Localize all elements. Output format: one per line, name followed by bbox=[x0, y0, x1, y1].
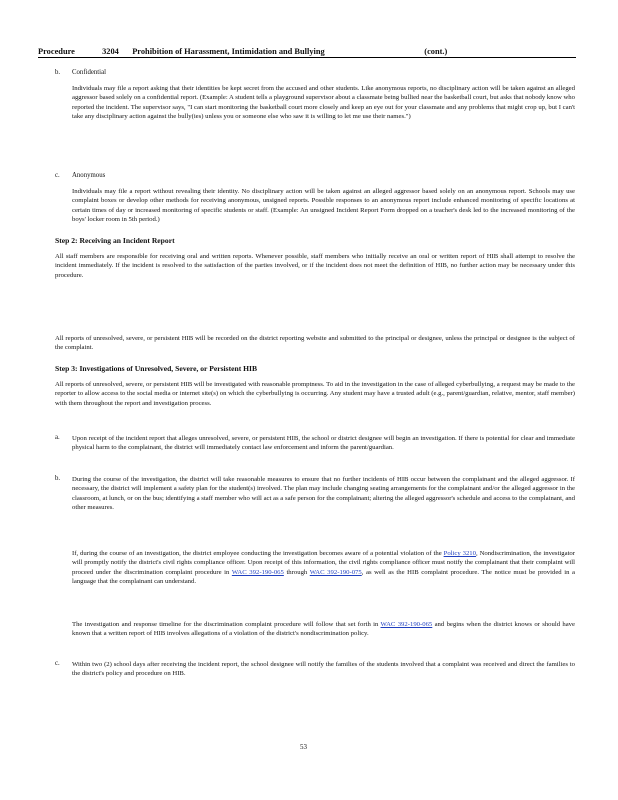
policy-3210-link[interactable]: Policy 3210 bbox=[443, 550, 476, 557]
section-c-title: Anonymous bbox=[72, 172, 106, 179]
step3-a-letter: a. bbox=[55, 434, 60, 441]
header-cont: (cont.) bbox=[424, 47, 448, 56]
step3-heading: Step 3: Investigations of Unresolved, Severe, or Persistent HIB bbox=[55, 364, 258, 373]
procedure-header bbox=[38, 47, 576, 58]
header-procedure-number: 3204 bbox=[102, 47, 119, 56]
step2-paragraph-1: All staff members are responsible for receiving oral and written reports. Whenever possible, staff members who initially receive an oral or written report of HIB shall attempt to resolve the incident immediately. If the incident is resolved to the satisfaction of the parties involved, or if the incident does not meet the definition of HIB, no further action may be necessary under this procedure. bbox=[55, 253, 575, 279]
section-c-letter: c. bbox=[55, 172, 60, 179]
header-procedure-label: Procedure bbox=[38, 47, 75, 56]
civil-rights-text-2: , Nondiscrimination, the investigator will promptly notify the district's civil rights compliance officer. Upon receipt of this information, the civil rights compliance officer must notify the complainant that their complaint will proceed under the discrimination complaint procedure in bbox=[72, 550, 575, 576]
step2-heading: Step 2: Receiving an Incident Report bbox=[55, 236, 175, 245]
step3-c-letter: c. bbox=[55, 660, 60, 667]
page-number: 53 bbox=[300, 743, 307, 751]
step3-b-text: During the course of the investigation, the district will take reasonable measures to ensure that no further incidents of HIB occur between the complainant and the alleged aggressor. If necessary, the district will implement a safety plan for the student(s) involved. The plan may include changing seating arrangements for the complainant and/or the alleged aggressor in the classroom, at lunch, or on the bus; identifying a staff member who will act as a safe person for the complainant; altering the alleged aggressor's schedule and access to the complainant, and other measures. bbox=[72, 476, 575, 512]
section-b-letter: b. bbox=[55, 69, 61, 76]
wac-392-190-065-link[interactable]: WAC 392-190-065 bbox=[231, 568, 284, 576]
section-c-text: Individuals may file a report without revealing their identity. No disciplinary action will be taken against an alleged aggressor based solely on an anonymous report. Schools may use complaint boxes or develop other methods for receiving anonymous, unsigned reports. Possible responses to an anonymous report include enhanced monitoring of specific locations at certain times of day or increased monitoring of specific students or staff. (Example: An unsigned Incident Report Form dropped on a teacher's desk led to the increased monitoring of the boys' locker room in 5th period.) bbox=[72, 188, 575, 224]
step3-c-text: Within two (2) school days after receiving the incident report, the school designee will notify the families of the students involved that a complaint was received and direct the families to the district's policy and procedure on HIB. bbox=[72, 661, 575, 678]
civil-rights-text-1: If, during the course of an investigation, the district employee conducting the investigation becomes aware of a potential violation of the bbox=[72, 550, 442, 557]
wac-392-190-065-timeline-link[interactable]: WAC 392-190-065 bbox=[380, 621, 433, 628]
step3-civil-rights-paragraph bbox=[72, 549, 575, 587]
header-procedure-title: Prohibition of Harassment, Intimidation and Bullying bbox=[132, 47, 325, 56]
civil-rights-text-4: , as well as the HIB complaint procedure. The notice must be provided in a language that the complainant can understand. bbox=[72, 568, 575, 586]
step3-b-letter: b. bbox=[55, 475, 61, 482]
step2-paragraph-2: All reports of unresolved, severe, or persistent HIB will be recorded on the district reporting website and submitted to the principal or designee, unless the principal or designee is the subject of the complaint. bbox=[55, 335, 575, 352]
section-b-text: Individuals may file a report asking that their identities be kept secret from the accused and other students. Like anonymous reports, no disciplinary action will be taken against an alleged aggressor based solely on a confidential report. (Example: A student tells a playground supervisor about a classmate being bullied near the basketball court, but asks that nobody know who reported the incident. The supervisor says, "I can start monitoring the basketball court more closely and keep an eye out for your classmate and any problems that might crop up, but I can't take any disciplinary action against the bully(ies) unless you or someone else who saw it is willing to let me use their names.") bbox=[72, 85, 575, 121]
wac-392-190-075-link[interactable]: WAC 392-190-075 bbox=[309, 568, 362, 576]
step3-timeline-paragraph bbox=[72, 620, 575, 639]
section-b-title: Confidential bbox=[72, 69, 106, 76]
step3-a-text: Upon receipt of the incident report that alleges unresolved, severe, or persistent HIB, the school or district designee will begin an investigation. If there is potential for clear and immediate physical harm to the complainant, the district will immediately contact law enforcement and inform the parent/guardian. bbox=[72, 435, 575, 452]
timeline-text-2: and begins when the district knows or should have known that a written report of HIB involves allegations of a violation of the district's nondiscrimination policy. bbox=[72, 621, 575, 638]
timeline-text-1: The investigation and response timeline for the discrimination complaint procedure will follow that set forth in bbox=[72, 621, 379, 628]
civil-rights-text-3: through bbox=[286, 568, 308, 576]
step3-paragraph-1: All reports of unresolved, severe, or persistent HIB will be investigated with reasonable promptness. To aid in the investigation in the case of alleged cyberbullying, a request may be made to the reporter to allow access to the social media or internet site(s) on which the cyberbullying is occurring. Any student may have a trusted adult (e.g., parent/guardian, relative, mentor, staff member) with them throughout the report and investigation process. bbox=[55, 381, 575, 407]
